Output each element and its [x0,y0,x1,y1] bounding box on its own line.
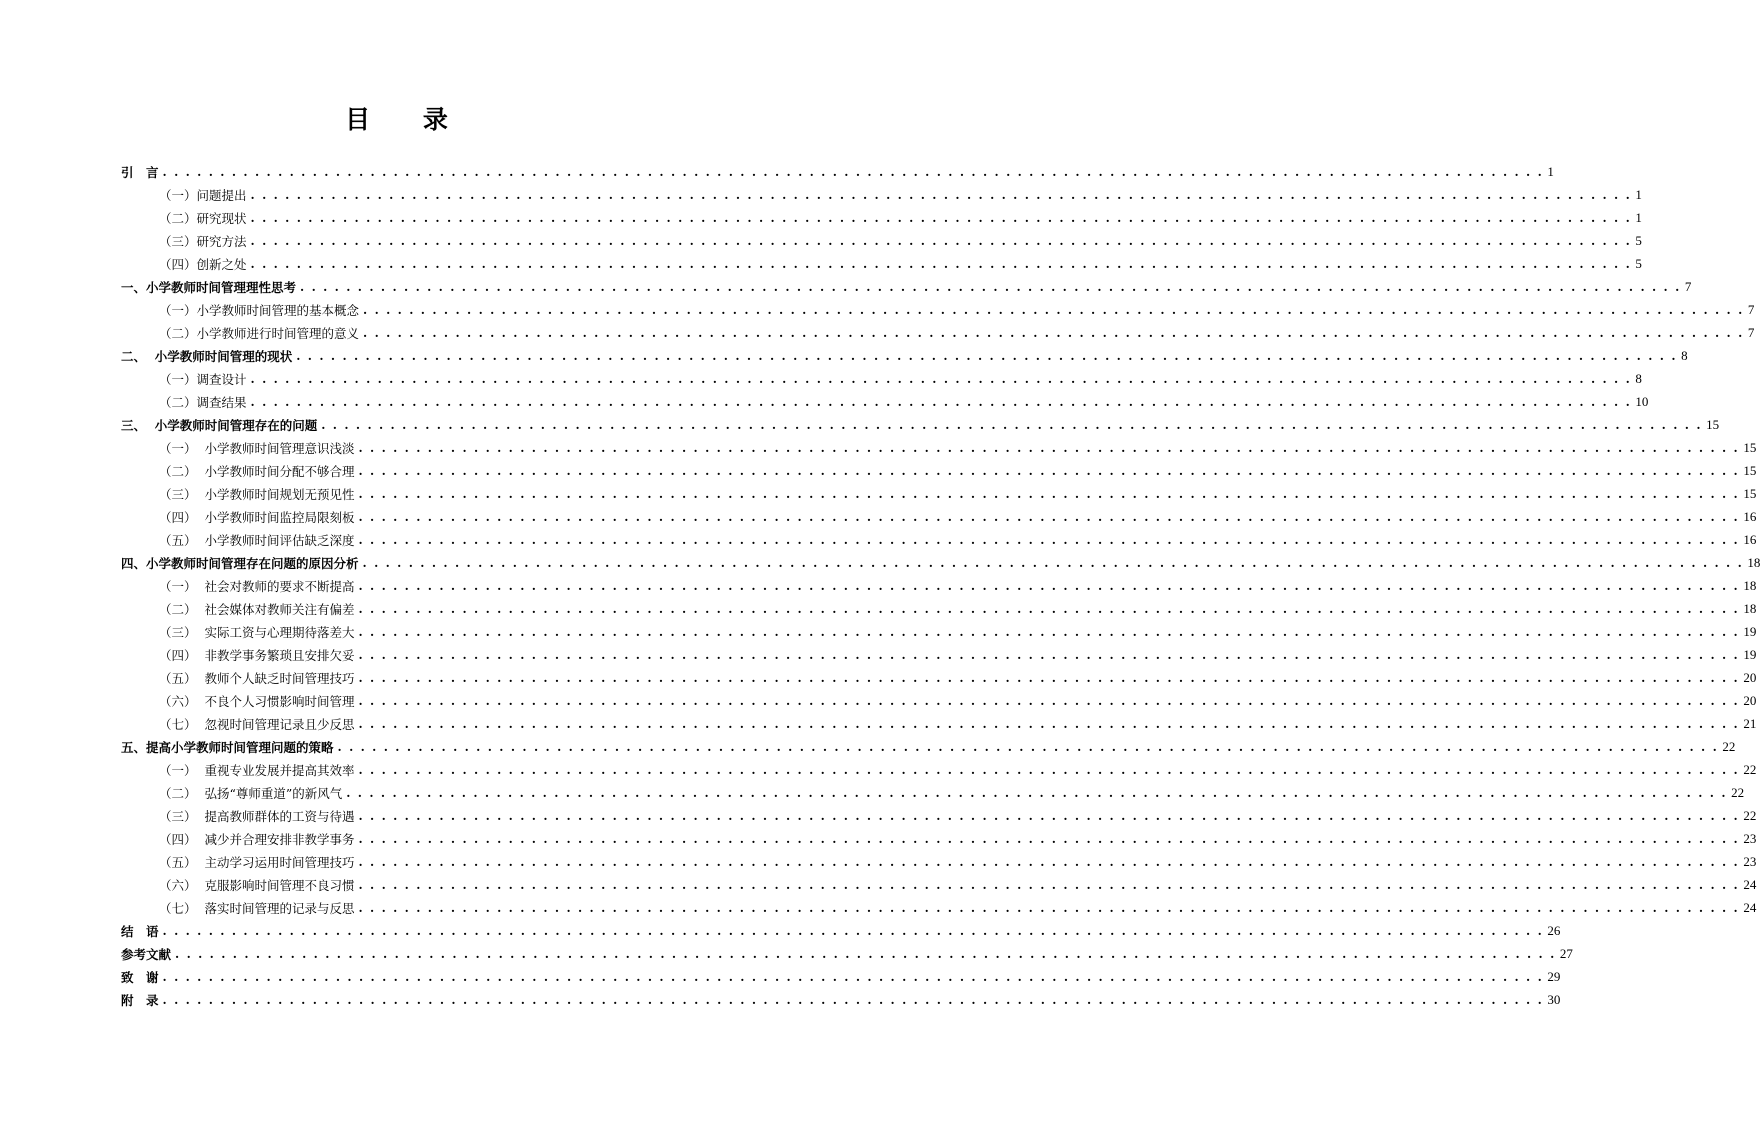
toc-page-number: 26 [1547,922,1561,938]
toc-section-entry[interactable] [121,528,1757,551]
toc-entry-title: （一）问题提出 [159,187,247,203]
toc-page-number: 7 [1684,278,1692,294]
toc-page-number: 21 [1743,715,1757,731]
toc-entry-title: （五） 教师个人缺乏时间管理技巧 [159,670,355,686]
table-of-contents [121,160,1760,1011]
toc-dot-leader: . . . . . . . . . . . . . . . . . . . . . . . . . . . . . . . . . . . . . . . . . . . . . . . . . . . . . . . . . . . . . . . . . . . . . . . . . . . . . . . . . . . . . . . . . . . . . . . . . . . . . . . . . . . . . . . . . . . . . . . . [250,210,1632,225]
toc-dot-leader: . . . . . . . . . . . . . . . . . . . . . . . . . . . . . . . . . . . . . . . . . . . . . . . . . . . . . . . . . . . . . . . . . . . . . . . . . . . . . . . . . . . . . . . . . . . . . . . . . . . . . . . . . . . . . . . . . . . . . . . . [162,992,1544,1007]
toc-chapter-entry[interactable] [121,919,1561,942]
toc-page-number: 19 [1743,623,1757,639]
toc-entry-title: （七） 忽视时间管理记录且少反思 [159,716,355,732]
toc-page-number: 23 [1743,830,1757,846]
toc-entry-title: 三、 小学教师时间管理存在的问题 [121,417,318,433]
toc-page-number: 18 [1747,554,1760,570]
toc-section-entry[interactable] [121,390,1649,413]
toc-chapter-entry[interactable] [121,551,1760,574]
toc-dot-leader: . . . . . . . . . . . . . . . . . . . . . . . . . . . . . . . . . . . . . . . . . . . . . . . . . . . . . . . . . . . . . . . . . . . . . . . . . . . . . . . . . . . . . . . . . . . . . . . . . . . . . . . . . . . . . . . . . . . . . . . . [337,739,1719,754]
toc-page-number: 1 [1635,209,1642,225]
toc-entry-title: （三）研究方法 [159,233,247,249]
toc-page-number: 8 [1635,370,1642,386]
toc-entry-title: （五） 小学教师时间评估缺乏深度 [159,532,355,548]
toc-section-entry[interactable] [121,321,1755,344]
toc-dot-leader: . . . . . . . . . . . . . . . . . . . . . . . . . . . . . . . . . . . . . . . . . . . . . . . . . . . . . . . . . . . . . . . . . . . . . . . . . . . . . . . . . . . . . . . . . . . . . . . . . . . . . . . . . . . . . . . . . . . . . . . . [358,808,1740,823]
toc-section-entry[interactable] [121,804,1757,827]
toc-entry-title: （五） 主动学习运用时间管理技巧 [159,854,355,870]
toc-section-entry[interactable] [121,298,1755,321]
toc-entry-title: （一）调查设计 [159,371,247,387]
toc-page-number: 5 [1635,232,1642,248]
toc-dot-leader: . . . . . . . . . . . . . . . . . . . . . . . . . . . . . . . . . . . . . . . . . . . . . . . . . . . . . . . . . . . . . . . . . . . . . . . . . . . . . . . . . . . . . . . . . . . . . . . . . . . . . . . . . . . . . . . . . . . . . . . . [358,877,1740,892]
toc-section-entry[interactable] [121,781,1745,804]
toc-section-entry[interactable] [121,482,1757,505]
toc-dot-leader: . . . . . . . . . . . . . . . . . . . . . . . . . . . . . . . . . . . . . . . . . . . . . . . . . . . . . . . . . . . . . . . . . . . . . . . . . . . . . . . . . . . . . . . . . . . . . . . . . . . . . . . . . . . . . . . . . . . . . . . . [358,624,1740,639]
toc-dot-leader: . . . . . . . . . . . . . . . . . . . . . . . . . . . . . . . . . . . . . . . . . . . . . . . . . . . . . . . . . . . . . . . . . . . . . . . . . . . . . . . . . . . . . . . . . . . . . . . . . . . . . . . . . . . . . . . . . . . . . . . . [250,256,1632,271]
toc-page-number: 1 [1635,186,1642,202]
toc-entry-title: 参考文献 [121,946,172,962]
toc-dot-leader: . . . . . . . . . . . . . . . . . . . . . . . . . . . . . . . . . . . . . . . . . . . . . . . . . . . . . . . . . . . . . . . . . . . . . . . . . . . . . . . . . . . . . . . . . . . . . . . . . . . . . . . . . . . . . . . . . . . . . . . . [358,601,1740,616]
toc-dot-leader: . . . . . . . . . . . . . . . . . . . . . . . . . . . . . . . . . . . . . . . . . . . . . . . . . . . . . . . . . . . . . . . . . . . . . . . . . . . . . . . . . . . . . . . . . . . . . . . . . . . . . . . . . . . . . . . . . . . . . . . . [358,831,1740,846]
toc-page-number: 20 [1743,692,1757,708]
toc-page-number: 27 [1559,945,1573,961]
toc-dot-leader: . . . . . . . . . . . . . . . . . . . . . . . . . . . . . . . . . . . . . . . . . . . . . . . . . . . . . . . . . . . . . . . . . . . . . . . . . . . . . . . . . . . . . . . . . . . . . . . . . . . . . . . . . . . . . . . . . . . . . . . . [358,716,1740,731]
toc-page-number: 20 [1743,669,1757,685]
toc-dot-leader: . . . . . . . . . . . . . . . . . . . . . . . . . . . . . . . . . . . . . . . . . . . . . . . . . . . . . . . . . . . . . . . . . . . . . . . . . . . . . . . . . . . . . . . . . . . . . . . . . . . . . . . . . . . . . . . . . . . . . . . . [162,923,1544,938]
toc-entry-title: 一、小学教师时间管理理性思考 [121,279,297,295]
toc-dot-leader: . . . . . . . . . . . . . . . . . . . . . . . . . . . . . . . . . . . . . . . . . . . . . . . . . . . . . . . . . . . . . . . . . . . . . . . . . . . . . . . . . . . . . . . . . . . . . . . . . . . . . . . . . . . . . . . . . . . . . . . . [358,762,1740,777]
toc-page-number: 7 [1747,301,1755,317]
toc-page-number: 30 [1547,991,1561,1007]
toc-chapter-entry[interactable] [121,160,1554,183]
toc-page-number: 5 [1635,255,1642,271]
toc-entry-title: （二） 社会媒体对教师关注有偏差 [159,601,355,617]
toc-dot-leader: . . . . . . . . . . . . . . . . . . . . . . . . . . . . . . . . . . . . . . . . . . . . . . . . . . . . . . . . . . . . . . . . . . . . . . . . . . . . . . . . . . . . . . . . . . . . . . . . . . . . . . . . . . . . . . . . . . . . . . . . [358,486,1740,501]
toc-dot-leader: . . . . . . . . . . . . . . . . . . . . . . . . . . . . . . . . . . . . . . . . . . . . . . . . . . . . . . . . . . . . . . . . . . . . . . . . . . . . . . . . . . . . . . . . . . . . . . . . . . . . . . . . . . . . . . . . . . . . . . . . [296,348,1678,363]
toc-page-number: 19 [1743,646,1757,662]
toc-entry-title: （二） 弘扬“尊师重道”的新风气 [159,785,343,801]
toc-chapter-entry[interactable] [121,344,1688,367]
toc-page-number: 15 [1743,462,1757,478]
toc-entry-title: （四） 减少并合理安排非教学事务 [159,831,355,847]
toc-entry-title: 致 谢 [121,969,159,985]
toc-section-entry[interactable] [121,597,1757,620]
toc-page-number: 8 [1681,347,1688,363]
toc-dot-leader: . . . . . . . . . . . . . . . . . . . . . . . . . . . . . . . . . . . . . . . . . . . . . . . . . . . . . . . . . . . . . . . . . . . . . . . . . . . . . . . . . . . . . . . . . . . . . . . . . . . . . . . . . . . . . . . . . . . . . . . . [363,302,1744,317]
toc-page-number: 18 [1743,600,1757,616]
toc-entry-title: （二） 小学教师时间分配不够合理 [159,463,355,479]
toc-dot-leader: . . . . . . . . . . . . . . . . . . . . . . . . . . . . . . . . . . . . . . . . . . . . . . . . . . . . . . . . . . . . . . . . . . . . . . . . . . . . . . . . . . . . . . . . . . . . . . . . . . . . . . . . . . . . . . . . . . . . . . . . [250,394,1632,409]
toc-page-number: 18 [1743,577,1757,593]
toc-page-number: 22 [1743,807,1757,823]
toc-dot-leader: . . . . . . . . . . . . . . . . . . . . . . . . . . . . . . . . . . . . . . . . . . . . . . . . . . . . . . . . . . . . . . . . . . . . . . . . . . . . . . . . . . . . . . . . . . . . . . . . . . . . . . . . . . . . . . . . . . . . . . . . [321,417,1703,432]
toc-dot-leader: . . . . . . . . . . . . . . . . . . . . . . . . . . . . . . . . . . . . . . . . . . . . . . . . . . . . . . . . . . . . . . . . . . . . . . . . . . . . . . . . . . . . . . . . . . . . . . . . . . . . . . . . . . . . . . . . . . . . . . . . [358,440,1740,455]
toc-page-number: 24 [1743,876,1757,892]
toc-page-number: 15 [1706,416,1720,432]
toc-entry-title: （六） 不良个人习惯影响时间管理 [159,693,355,709]
toc-dot-leader: . . . . . . . . . . . . . . . . . . . . . . . . . . . . . . . . . . . . . . . . . . . . . . . . . . . . . . . . . . . . . . . . . . . . . . . . . . . . . . . . . . . . . . . . . . . . . . . . . . . . . . . . . . . . . . . . . . . . . . . . [363,325,1744,340]
toc-chapter-entry[interactable] [121,942,1573,965]
toc-dot-leader: . . . . . . . . . . . . . . . . . . . . . . . . . . . . . . . . . . . . . . . . . . . . . . . . . . . . . . . . . . . . . . . . . . . . . . . . . . . . . . . . . . . . . . . . . . . . . . . . . . . . . . . . . . . . . . . . . . . . . . . . [358,670,1740,685]
toc-page-number: 15 [1743,439,1757,455]
toc-section-entry[interactable] [121,367,1642,390]
toc-entry-title: 结 语 [121,923,159,939]
toc-page-number: 10 [1635,393,1649,409]
toc-entry-title: 引 言 [121,164,159,180]
toc-entry-title: （二）调查结果 [159,394,247,410]
toc-chapter-entry[interactable] [121,413,1720,436]
toc-dot-leader: . . . . . . . . . . . . . . . . . . . . . . . . . . . . . . . . . . . . . . . . . . . . . . . . . . . . . . . . . . . . . . . . . . . . . . . . . . . . . . . . . . . . . . . . . . . . . . . . . . . . . . . . . . . . . . . . . . . . . . . . [358,509,1740,524]
toc-entry-title: （一）小学教师时间管理的基本概念 [159,302,360,318]
toc-entry-title: （四）创新之处 [159,256,247,272]
toc-dot-leader: . . . . . . . . . . . . . . . . . . . . . . . . . . . . . . . . . . . . . . . . . . . . . . . . . . . . . . . . . . . . . . . . . . . . . . . . . . . . . . . . . . . . . . . . . . . . . . . . . . . . . . . . . . . . . . . . . . . . . . . . [358,647,1740,662]
toc-entry-title: 附 录 [121,992,159,1008]
toc-page-number: 24 [1743,899,1757,915]
toc-entry-title: （四） 非教学事务繁琐且安排欠妥 [159,647,355,663]
toc-dot-leader: . . . . . . . . . . . . . . . . . . . . . . . . . . . . . . . . . . . . . . . . . . . . . . . . . . . . . . . . . . . . . . . . . . . . . . . . . . . . . . . . . . . . . . . . . . . . . . . . . . . . . . . . . . . . . . . . . . . . . . . . [300,279,1681,294]
toc-page-number: 7 [1747,324,1755,340]
toc-section-entry[interactable] [121,689,1757,712]
toc-section-entry[interactable] [121,850,1757,873]
toc-page-number: 15 [1743,485,1757,501]
toc-entry-title: （二）小学教师进行时间管理的意义 [159,325,360,341]
toc-dot-leader: . . . . . . . . . . . . . . . . . . . . . . . . . . . . . . . . . . . . . . . . . . . . . . . . . . . . . . . . . . . . . . . . . . . . . . . . . . . . . . . . . . . . . . . . . . . . . . . . . . . . . . . . . . . . . . . . . . . . . . . . [162,969,1544,984]
toc-entry-title: （七） 落实时间管理的记录与反思 [159,900,355,916]
toc-section-entry[interactable] [121,252,1642,275]
toc-section-entry[interactable] [121,183,1642,206]
toc-dot-leader: . . . . . . . . . . . . . . . . . . . . . . . . . . . . . . . . . . . . . . . . . . . . . . . . . . . . . . . . . . . . . . . . . . . . . . . . . . . . . . . . . . . . . . . . . . . . . . . . . . . . . . . . . . . . . . . . . . . . . . . . [358,693,1740,708]
toc-section-entry[interactable] [121,827,1757,850]
toc-section-entry[interactable] [121,758,1757,781]
toc-entry-title: （一） 重视专业发展并提高其效率 [159,762,355,778]
toc-page-number: 22 [1731,784,1745,800]
toc-page-number: 29 [1547,968,1561,984]
toc-dot-leader: . . . . . . . . . . . . . . . . . . . . . . . . . . . . . . . . . . . . . . . . . . . . . . . . . . . . . . . . . . . . . . . . . . . . . . . . . . . . . . . . . . . . . . . . . . . . . . . . . . . . . . . . . . . . . . . . . . . . . . . . [362,555,1744,570]
toc-page-number: 1 [1547,163,1554,179]
toc-entry-title: （三） 小学教师时间规划无预见性 [159,486,355,502]
toc-entry-title: （一） 社会对教师的要求不断提高 [159,578,355,594]
toc-dot-leader: . . . . . . . . . . . . . . . . . . . . . . . . . . . . . . . . . . . . . . . . . . . . . . . . . . . . . . . . . . . . . . . . . . . . . . . . . . . . . . . . . . . . . . . . . . . . . . . . . . . . . . . . . . . . . . . . . . . . . . . . [346,785,1728,800]
toc-entry-title: （四） 小学教师时间监控局限刻板 [159,509,355,525]
toc-section-entry[interactable] [121,666,1757,689]
toc-entry-title: （三） 实际工资与心理期待落差大 [159,624,355,640]
toc-dot-leader: . . . . . . . . . . . . . . . . . . . . . . . . . . . . . . . . . . . . . . . . . . . . . . . . . . . . . . . . . . . . . . . . . . . . . . . . . . . . . . . . . . . . . . . . . . . . . . . . . . . . . . . . . . . . . . . . . . . . . . . . [250,233,1632,248]
toc-dot-leader: . . . . . . . . . . . . . . . . . . . . . . . . . . . . . . . . . . . . . . . . . . . . . . . . . . . . . . . . . . . . . . . . . . . . . . . . . . . . . . . . . . . . . . . . . . . . . . . . . . . . . . . . . . . . . . . . . . . . . . . . [358,854,1740,869]
toc-dot-leader: . . . . . . . . . . . . . . . . . . . . . . . . . . . . . . . . . . . . . . . . . . . . . . . . . . . . . . . . . . . . . . . . . . . . . . . . . . . . . . . . . . . . . . . . . . . . . . . . . . . . . . . . . . . . . . . . . . . . . . . . [358,900,1740,915]
toc-page-number: 16 [1743,508,1757,524]
toc-chapter-entry[interactable] [121,988,1561,1011]
toc-dot-leader: . . . . . . . . . . . . . . . . . . . . . . . . . . . . . . . . . . . . . . . . . . . . . . . . . . . . . . . . . . . . . . . . . . . . . . . . . . . . . . . . . . . . . . . . . . . . . . . . . . . . . . . . . . . . . . . . . . . . . . . . [358,578,1740,593]
toc-chapter-entry[interactable] [121,275,1692,298]
toc-section-entry[interactable] [121,229,1642,252]
toc-page-number: 23 [1743,853,1757,869]
toc-section-entry[interactable] [121,459,1757,482]
toc-entry-title: 二、 小学教师时间管理的现状 [121,348,293,364]
toc-dot-leader: . . . . . . . . . . . . . . . . . . . . . . . . . . . . . . . . . . . . . . . . . . . . . . . . . . . . . . . . . . . . . . . . . . . . . . . . . . . . . . . . . . . . . . . . . . . . . . . . . . . . . . . . . . . . . . . . . . . . . . . . [162,164,1544,179]
toc-entry-title: 五、提高小学教师时间管理问题的策略 [121,739,334,755]
toc-section-entry[interactable] [121,873,1757,896]
toc-section-entry[interactable] [121,574,1757,597]
toc-entry-title: 四、小学教师时间管理存在问题的原因分析 [121,555,359,571]
toc-section-entry[interactable] [121,896,1757,919]
toc-section-entry[interactable] [121,643,1757,666]
toc-dot-leader: . . . . . . . . . . . . . . . . . . . . . . . . . . . . . . . . . . . . . . . . . . . . . . . . . . . . . . . . . . . . . . . . . . . . . . . . . . . . . . . . . . . . . . . . . . . . . . . . . . . . . . . . . . . . . . . . . . . . . . . . [250,187,1632,202]
toc-entry-title: （一） 小学教师时间管理意识浅淡 [159,440,355,456]
toc-entry-title: （三） 提高教师群体的工资与待遇 [159,808,355,824]
toc-dot-leader: . . . . . . . . . . . . . . . . . . . . . . . . . . . . . . . . . . . . . . . . . . . . . . . . . . . . . . . . . . . . . . . . . . . . . . . . . . . . . . . . . . . . . . . . . . . . . . . . . . . . . . . . . . . . . . . . . . . . . . . . [358,463,1740,478]
toc-page-number: 22 [1722,738,1736,754]
toc-section-entry[interactable] [121,436,1757,459]
toc-dot-leader: . . . . . . . . . . . . . . . . . . . . . . . . . . . . . . . . . . . . . . . . . . . . . . . . . . . . . . . . . . . . . . . . . . . . . . . . . . . . . . . . . . . . . . . . . . . . . . . . . . . . . . . . . . . . . . . . . . . . . . . . [250,371,1632,386]
toc-entry-title: （六） 克服影响时间管理不良习惯 [159,877,355,893]
toc-page-number: 22 [1743,761,1757,777]
toc-section-entry[interactable] [121,712,1757,735]
toc-dot-leader: . . . . . . . . . . . . . . . . . . . . . . . . . . . . . . . . . . . . . . . . . . . . . . . . . . . . . . . . . . . . . . . . . . . . . . . . . . . . . . . . . . . . . . . . . . . . . . . . . . . . . . . . . . . . . . . . . . . . . . . . [175,946,1556,961]
page-title: 目 录 [345,105,470,134]
toc-section-entry[interactable] [121,620,1757,643]
toc-page-number: 16 [1743,531,1757,547]
toc-section-entry[interactable] [121,505,1757,528]
toc-entry-title: （二）研究现状 [159,210,247,226]
toc-chapter-entry[interactable] [121,965,1561,988]
toc-section-entry[interactable] [121,206,1642,229]
toc-chapter-entry[interactable] [121,735,1736,758]
toc-dot-leader: . . . . . . . . . . . . . . . . . . . . . . . . . . . . . . . . . . . . . . . . . . . . . . . . . . . . . . . . . . . . . . . . . . . . . . . . . . . . . . . . . . . . . . . . . . . . . . . . . . . . . . . . . . . . . . . . . . . . . . . . [358,532,1740,547]
